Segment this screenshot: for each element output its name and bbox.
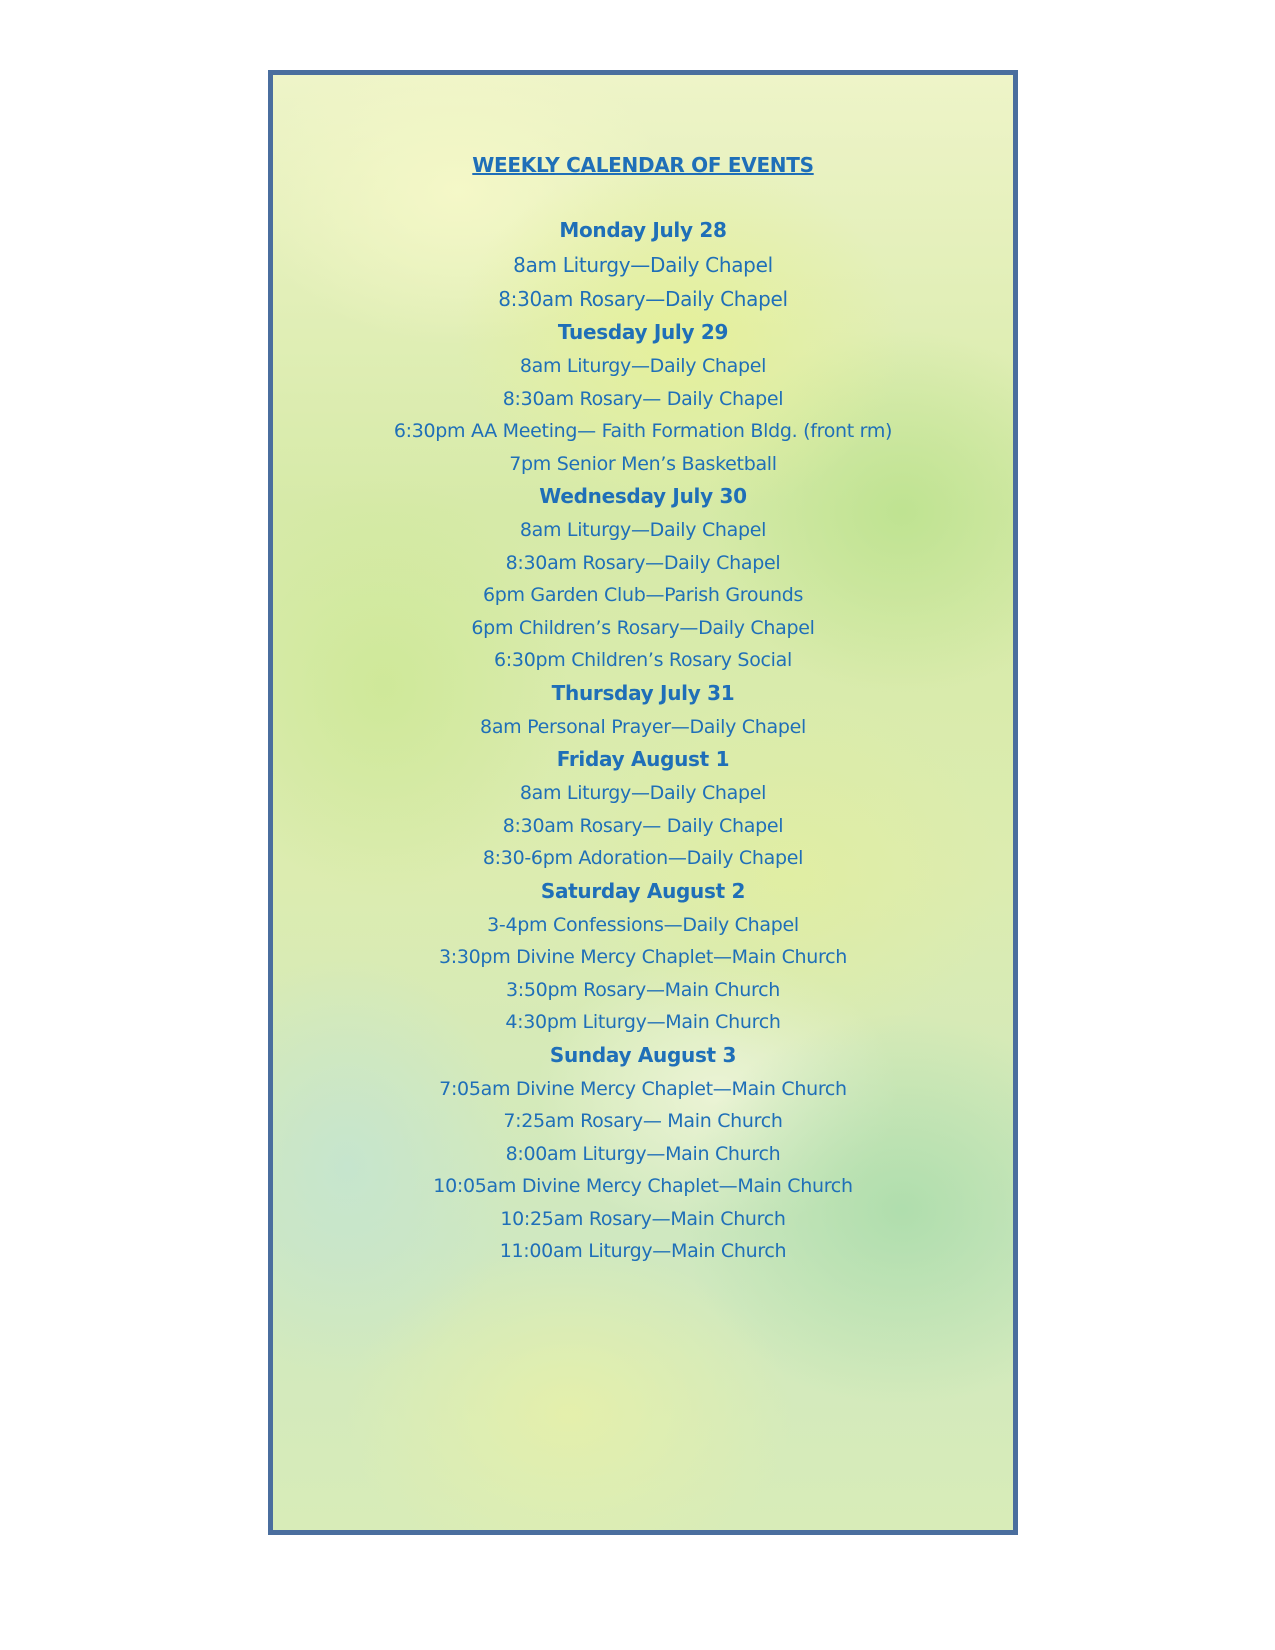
day-heading: Saturday August 2 — [540, 878, 746, 903]
event-item: 6:30pm AA Meeting— Faith Formation Bldg. (front rm) — [393, 420, 893, 442]
event-item: 7:05am Divine Mercy Chaplet—Main Church — [439, 1077, 847, 1100]
event-item: 8:30am Rosary—Daily Chapel — [498, 287, 788, 311]
day-section-wednesday — [273, 483, 1013, 677]
day-section-monday — [273, 217, 1013, 316]
event-item: 10:25am Rosary—Main Church — [500, 1207, 786, 1230]
day-heading: Monday July 28 — [559, 218, 727, 242]
event-item: 8:30am Rosary—Daily Chapel — [505, 551, 781, 574]
day-heading: Friday August 1 — [556, 747, 730, 771]
event-item: 10:05am Divine Mercy Chaplet—Main Church — [433, 1175, 853, 1197]
event-item: 8:30am Rosary— Daily Chapel — [502, 387, 784, 410]
day-heading: Sunday August 3 — [549, 1042, 737, 1067]
event-item: 8:30-6pm Adoration—Daily Chapel — [482, 847, 804, 869]
event-item: 4:30pm Liturgy—Main Church — [505, 1011, 781, 1033]
event-item: 7pm Senior Men’s Basketball — [509, 452, 777, 475]
page-title: WEEKLY CALENDAR OF EVENTS — [472, 153, 814, 177]
day-section-friday — [273, 746, 1013, 875]
event-item: 7:25am Rosary— Main Church — [503, 1110, 783, 1132]
event-item: 8am Liturgy—Daily Chapel — [519, 355, 767, 377]
day-heading: Thursday July 31 — [551, 680, 735, 705]
event-item: 3-4pm Confessions—Daily Chapel — [487, 913, 799, 936]
event-item: 8am Liturgy—Daily Chapel — [513, 253, 773, 277]
day-section-saturday — [273, 878, 1013, 1039]
event-item: 6:30pm Children’s Rosary Social — [494, 649, 792, 671]
event-item: 8am Liturgy—Daily Chapel — [519, 519, 767, 541]
event-item: 6pm Garden Club—Parish Grounds — [482, 584, 804, 606]
day-section-thursday — [273, 680, 1013, 744]
calendar-frame — [268, 70, 1018, 1535]
day-heading: Wednesday July 30 — [539, 484, 747, 508]
day-section-sunday — [273, 1042, 1013, 1268]
day-heading: Tuesday July 29 — [557, 320, 729, 344]
event-item: 8:00am Liturgy—Main Church — [505, 1142, 781, 1165]
event-item: 3:30pm Divine Mercy Chaplet—Main Church — [438, 946, 848, 968]
calendar-content — [273, 153, 1013, 1268]
day-section-tuesday — [273, 319, 1013, 480]
event-item: 11:00am Liturgy—Main Church — [499, 1240, 787, 1262]
event-item: 8:30am Rosary— Daily Chapel — [502, 814, 784, 837]
event-item: 8am Liturgy—Daily Chapel — [519, 782, 767, 804]
event-item: 6pm Children’s Rosary—Daily Chapel — [471, 616, 815, 639]
event-item: 3:50pm Rosary—Main Church — [506, 978, 780, 1001]
event-item: 8am Personal Prayer—Daily Chapel — [480, 715, 806, 738]
